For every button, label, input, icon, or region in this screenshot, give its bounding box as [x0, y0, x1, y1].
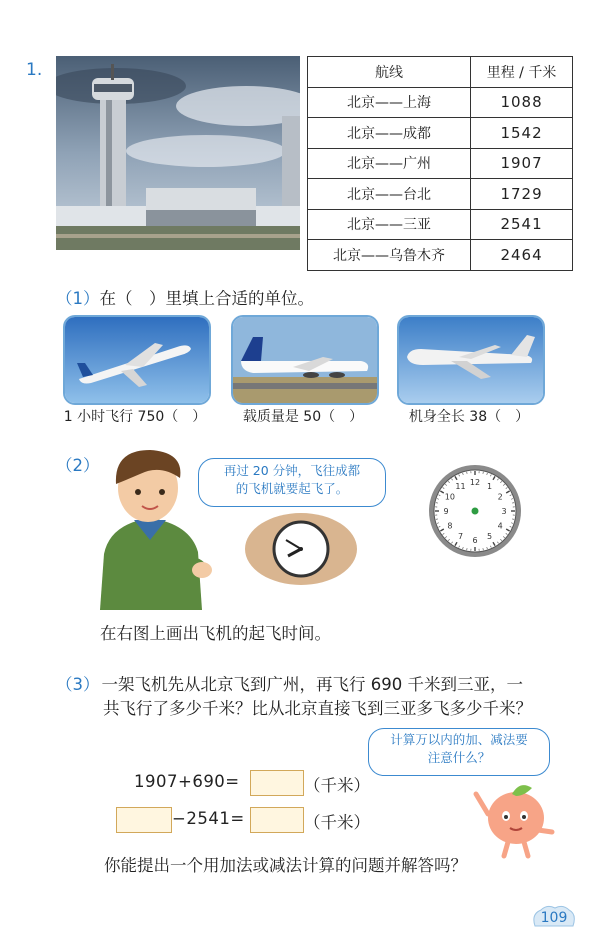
peach-mascot [472, 774, 556, 860]
caption-speed: 1 小时飞行 750（ ） [63, 409, 207, 425]
clock-number: 5 [486, 532, 493, 542]
distance-cell: 1907 [471, 148, 573, 179]
part2-label: （2） [56, 456, 100, 475]
route-cell: 北京——上海 [308, 87, 471, 118]
table-row [308, 148, 573, 179]
table-header-row [308, 57, 573, 88]
clock-number: 1 [486, 481, 493, 491]
equation-1-unit: （千米） [304, 776, 370, 795]
distance-cell: 1088 [471, 87, 573, 118]
table-row [308, 179, 573, 210]
part1-prompt [56, 285, 314, 309]
route-distance-table [307, 56, 573, 271]
table-row [308, 118, 573, 149]
header-route: 航线 [308, 57, 471, 88]
clock-number: 7 [457, 532, 464, 542]
caption-length: 机身全长 38（ ） [408, 409, 530, 425]
table-row [308, 240, 573, 271]
part2-instruction: 在右图上画出飞机的起飞时间。 [100, 624, 331, 643]
distance-cell: 2541 [471, 209, 573, 240]
plane-photo-side [397, 315, 545, 405]
route-cell: 北京——广州 [308, 148, 471, 179]
tip-line-2: 注意什么？ [427, 750, 491, 765]
caption-load: 载质量是 50（ ） [242, 409, 364, 425]
clock-number: 8 [447, 521, 453, 531]
closing-question: 你能提出一个用加法或减法计算的问题并解答吗？ [104, 856, 467, 875]
route-cell: 北京——三亚 [308, 209, 471, 240]
page-number: 109 [540, 910, 568, 926]
distance-cell: 2464 [471, 240, 573, 271]
distance-cell: 1542 [471, 118, 573, 149]
watch-closeup [244, 512, 358, 586]
boy-speech-bubble [198, 458, 386, 507]
clock-number: 10 [444, 492, 455, 502]
plane-photo-flying [63, 315, 211, 405]
tip-line-1: 计算万以内的加、减法要 [390, 732, 528, 747]
answer-clock[interactable] [426, 462, 524, 560]
answer-blank-sum[interactable] [250, 770, 304, 796]
route-cell: 北京——成都 [308, 118, 471, 149]
equation-2-unit: （千米） [304, 813, 370, 832]
clock-number: 6 [472, 536, 478, 545]
table-row [308, 209, 573, 240]
clock-number: 3 [501, 507, 507, 516]
part3-label: （3） [56, 675, 100, 694]
equation-1-left: 1907+690= [134, 772, 240, 791]
clock-number: 9 [443, 507, 449, 516]
clock-number: 12 [469, 478, 481, 487]
page-number-badge [531, 904, 577, 930]
part3-question [56, 673, 586, 721]
problem-number: 1. [26, 60, 43, 80]
clock-number: 4 [497, 521, 503, 531]
question-line-1: 一架飞机先从北京飞到广州，再飞行 690 千米到三亚，一 [101, 675, 523, 694]
header-distance: 里程 / 千米 [471, 57, 573, 88]
clock-number: 11 [455, 481, 466, 491]
speech-line-2: 的飞机就要起飞了。 [235, 481, 349, 496]
distance-cell: 1729 [471, 179, 573, 210]
answer-blank-total[interactable] [116, 807, 172, 833]
clock-number: 2 [497, 492, 503, 502]
part1-instruction: 在（ ）里填上合适的单位。 [99, 289, 314, 308]
airport-tower-photo [56, 56, 300, 250]
route-cell: 北京——台北 [308, 179, 471, 210]
tip-bubble [368, 728, 550, 776]
answer-blank-difference[interactable] [250, 807, 304, 833]
route-cell: 北京——乌鲁木齐 [308, 240, 471, 271]
table-row [308, 87, 573, 118]
plane-photo-runway [231, 315, 379, 405]
question-line-2: 共飞行了多少千米？比从北京直接飞到三亚多飞多少千米？ [103, 699, 532, 718]
equation-2-mid: −2541= [172, 809, 245, 828]
speech-line-1: 再过 20 分钟，飞往成都 [223, 463, 361, 478]
part1-label: （1） [56, 289, 100, 308]
